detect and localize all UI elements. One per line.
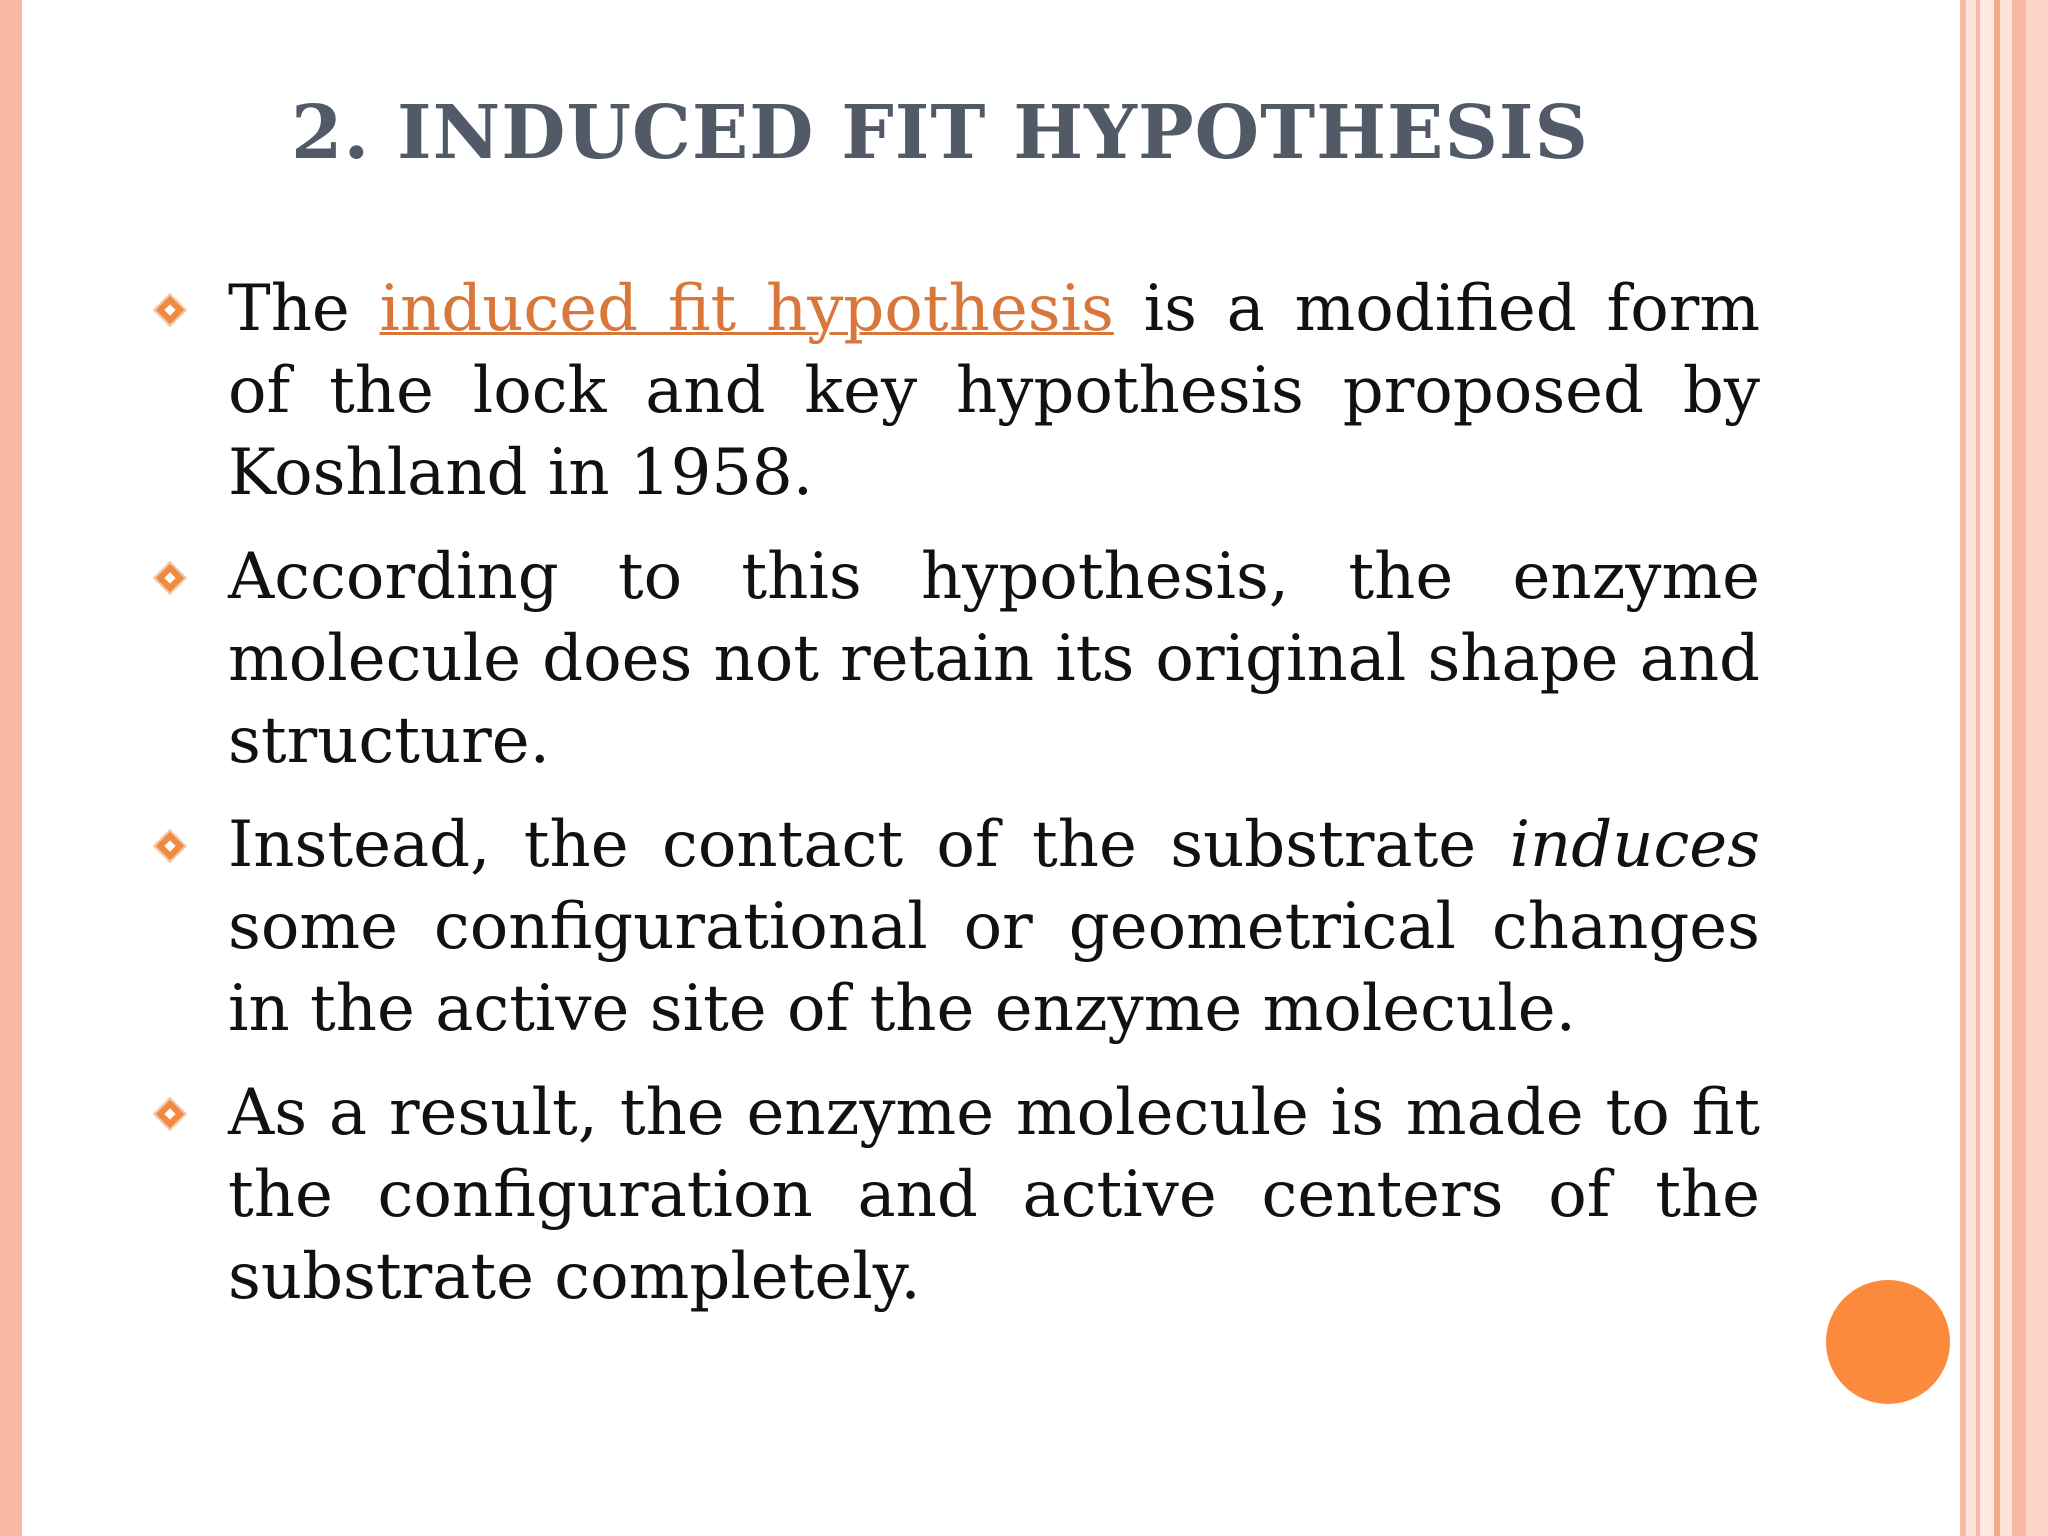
left-border xyxy=(0,0,22,1536)
induced-fit-link[interactable]: induced fit hypothesis xyxy=(379,272,1114,346)
bullet-text: According to this hypothesis, the enzyme molecule does not retain its original shape and structure. xyxy=(228,540,1760,778)
right-stripe xyxy=(1966,0,1976,1536)
diamond-bullet-icon xyxy=(153,829,187,863)
bullet-text: The xyxy=(228,272,380,346)
bullet-text: is a modified form of the lock and key hypothesis proposed by Koshland in 1958. xyxy=(228,272,1760,510)
bullet-text: As a result, the enzyme molecule is made to fit the configuration and active centers of the substrate completely. xyxy=(228,1076,1760,1314)
diamond-bullet-icon xyxy=(153,293,187,327)
right-stripe xyxy=(2000,0,2012,1536)
bullet-item xyxy=(150,1072,1760,1318)
emphasis-text: induces xyxy=(1509,808,1760,882)
right-stripe xyxy=(2012,0,2026,1536)
diamond-bullet-icon xyxy=(153,561,187,595)
bullet-item xyxy=(150,536,1760,782)
bullet-item xyxy=(150,268,1760,514)
right-stripe xyxy=(1980,0,1994,1536)
diamond-bullet-icon xyxy=(153,1097,187,1131)
bullet-text: Instead, the contact of the substrate xyxy=(228,808,1510,882)
accent-circle xyxy=(1826,1280,1950,1404)
bullet-item xyxy=(150,804,1760,1050)
bullet-list xyxy=(150,268,1760,1340)
bullet-text: some configurational or geometrical changes in the active site of the enzyme molecule. xyxy=(228,890,1760,1046)
right-stripe xyxy=(2026,0,2048,1536)
slide-title: 2. INDUCED FIT HYPOTHESIS xyxy=(291,90,1589,176)
